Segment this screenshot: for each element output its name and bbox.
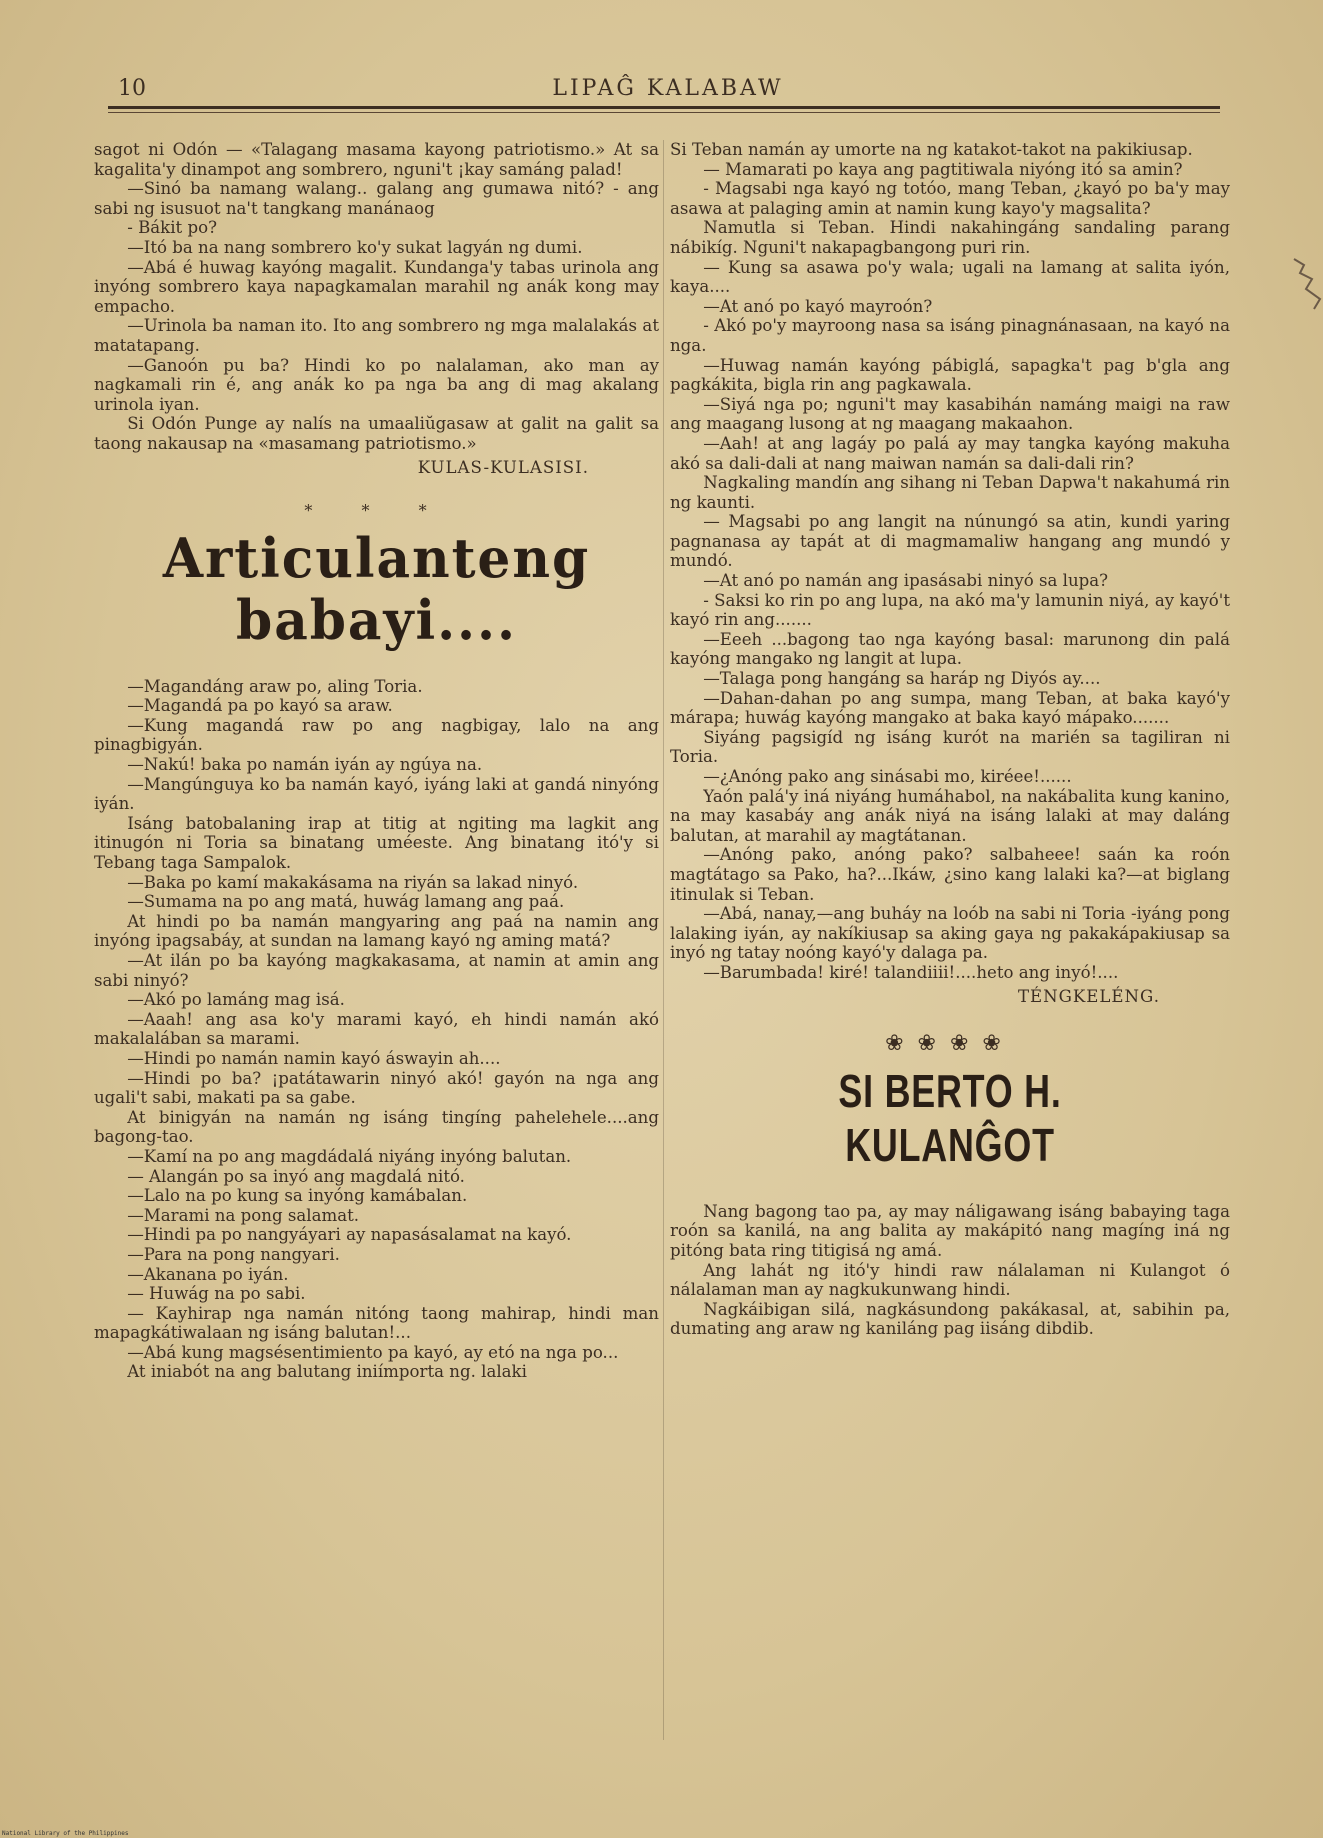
paper-tear-mark: [1292, 255, 1323, 315]
right-column: [670, 140, 1230, 1339]
paragraph: Nang bagong tao pa, ay may náligawang isáng babaying taga roón sa kanilá, na ang balita ay makápitó nang magíng iná ng pitóng bata ring titigisá ng amá.: [670, 1201, 1230, 1260]
paragraph: — Mamarati po kaya ang pagtitiwala niyóng itó sa amin?: [703, 159, 1183, 179]
page-header: [118, 76, 1218, 108]
paragraph: - Saksi ko rin po ang lupa, na akó ma'y lamunin niyá, ay kayó't kayó rin ang.......: [670, 590, 1230, 630]
paragraph: —Abá, nanay,—ang buháy na loób na sabi ni Toria -iyáng pong lalaking iyán, ay nakíkiusap sa aking gaya ng pakakápakiusap sa inyó ng tatay noóng kayó'y dalaga pa.: [670, 904, 1230, 963]
paragraph: —Marami na pong salamat.: [127, 1205, 360, 1225]
paragraph: —Eeeh ...bagong tao nga kayóng basal: marunong din palá kayóng mangako ng langit at lupa.: [670, 629, 1230, 669]
article-headline: SI BERTO H. KULANĜOT: [838, 1064, 1062, 1171]
paragraph: —At ilán po ba kayóng magkakasama, at namin at amin ang sabi ninyó?: [94, 951, 659, 990]
paragraph: —Magandá pa po kayó sa araw.: [127, 696, 393, 716]
paragraph: —Para na pong nangyari.: [127, 1244, 340, 1264]
paragraph: Ang lahát ng itó'y hindi raw nálalaman ni Kulangot ó nálalaman man ay nagkukunwang hindi.: [670, 1260, 1230, 1300]
masthead-title: LIPAĜ KALABAW: [552, 76, 784, 101]
author-signature: KULAS-KULASISI.: [417, 457, 589, 477]
paragraph: - Magsabi nga kayó ng totóo, mang Teban, ¿kayó po ba'y may asawa at palaging amin at namin kung kayo'y magsalita?: [670, 179, 1230, 218]
paragraph: —Hindi po namán namin kayó áswayin ah....: [127, 1048, 501, 1068]
paragraph: sagot ni Odón — «Talagang masama kayong patriotismo.» At sa kagalita'y dinampot ang sombrero, nguni't ¡kay samáng palad!: [94, 140, 659, 179]
paragraph: —Nakú! baka po namán iyán ay ngúya na.: [127, 755, 483, 775]
left-column: [94, 140, 659, 1382]
paragraph: —Baka po kamí makakásama na riyán sa lakad ninyó.: [127, 872, 579, 892]
paragraph: —Magandáng araw po, aling Toria.: [127, 676, 423, 696]
paragraph: —Abá é huwag kayóng magalit. Kundanga'y tabas urinola ang inyóng sombrero kaya napagkamalan marahil ng anák kong may empacho.: [94, 257, 659, 316]
paragraph: —Dahan-dahan po ang sumpa, mang Teban, at baka kayó'y márapa; huwág kayóng mangako at baka kayó mápako.......: [670, 688, 1230, 728]
paragraph: —Urinola ba naman ito. Ito ang sombrero ng mga malalakás at matatapang.: [94, 316, 659, 355]
paragraph: —Siyá nga po; nguni't may kasabihán namáng maigi na raw ang maagang lusong at ng maagang makaahon.: [670, 394, 1230, 434]
paragraph: —Huwag namán kayóng pábiglá, sapagka't pag b'gla ang pagkákita, bigla rin ang pagkawala.: [670, 355, 1230, 395]
paragraph: Namutla si Teban. Hindi nakahingáng sandaling parang nábikíg. Nguni't nakapagbangong puri rin.: [670, 218, 1230, 257]
author-signature: TÉNGKELÉNG.: [1017, 986, 1160, 1006]
paragraph: Siyáng pagsigíd ng isáng kurót na marién sa tagiliran ni Toria.: [670, 727, 1230, 767]
section-separator: ❀❀❀❀: [885, 1031, 1015, 1057]
paragraph: At iniabót na ang balutang iniímporta ng. lalaki: [127, 1362, 527, 1382]
paragraph: —Barumbada! kiré! talandiiii!....heto ang inyó!....: [703, 962, 1119, 982]
header-rule-thin: [108, 112, 1220, 113]
paragraph: —Akó po lamáng mag isá.: [127, 990, 345, 1010]
paragraph: Si Teban namán ay umorte na ng katakot-takot na pakikiusap.: [670, 140, 1193, 159]
page-number: 10: [118, 76, 146, 101]
article-headline: Articulanteng babayi....: [162, 525, 591, 652]
paragraph: —Ganoón pu ba? Hindi ko po nalalaman, ako man ay nagkamali rin é, ang anák ko pa nga ba ang di mag akalang urinola iyan.: [94, 355, 659, 414]
paragraph: —Kung magandá raw po ang nagbigay, lalo na ang pinagbigyán.: [94, 715, 659, 755]
paragraph: — Alangán po sa inyó ang magdalá nitó.: [127, 1166, 465, 1186]
paragraph: Nagkaling mandín ang sihang ni Teban Dapwa't nakahumá rin ng kaunti.: [670, 473, 1230, 512]
paragraph: At hindi po ba namán mangyaring ang paá na namin ang inyóng ipagsabáy, at sundan na lamang kayó ng aming matá?: [94, 911, 659, 951]
paragraph: Yaón palá'y iná niyáng humáhabol, na nakábalita kung kanino, na may kasabáy ang anák niyá na isáng lalaki at may daláng balutan, at marahil ay magtátanan.: [670, 786, 1230, 845]
paragraph: Si Odón Punge ay nalís na umaaliŭgasaw at galit na galit sa taong nakausap na «masamang patriotismo.»: [94, 414, 659, 453]
paragraph: —Hindi pa po nangyáyari ay napasásalamat na kayó.: [127, 1225, 572, 1245]
paragraph: — Huwág na po sabi.: [127, 1284, 306, 1304]
paragraph: —Akanana po iyán.: [127, 1264, 289, 1284]
paragraph: —Lalo na po kung sa inyóng kamábalan.: [127, 1186, 468, 1206]
paragraph: Isáng batobalaning irap at titig at ngiting ma lagkit ang itinugón ni Toria sa binatang uméeste. Ang binatang itó'y si Tebang taga Sampalok.: [94, 813, 659, 873]
paragraph: Nagkáibigan silá, nagkásundong pakákasal, at, sabihin pa, dumating ang araw ng kaniláng pag iisáng dibdib.: [670, 1299, 1230, 1339]
footer-credit: National Library of the Philippines: [2, 1830, 129, 1837]
section-separator: * * *: [304, 501, 449, 521]
paragraph: - Akó po'y mayroong nasa sa isáng pinagnánasaan, na kayó na nga.: [670, 316, 1230, 355]
paragraph: — Magsabi po ang langit na núnungó sa atin, kundi yaring pagnanasa ay tapát at di magmamaliw hangang ang mundó y mundó.: [670, 512, 1230, 571]
paragraph: —Kamí na po ang magdádalá niyáng inyóng balutan.: [127, 1146, 572, 1166]
header-rule: [108, 106, 1220, 109]
paragraph: —Mangúnguya ko ba namán kayó, iyáng laki at gandá ninyóng iyán.: [94, 774, 659, 814]
paragraph: —¿Anóng pako ang sinásabi mo, kiréee!......: [703, 767, 1072, 786]
paragraph: —Itó ba na nang sombrero ko'y sukat lagyán ng dumi.: [127, 237, 583, 257]
paragraph: —Hindi po ba? ¡patátawarin ninyó akó! gayón na nga ang ugali't sabi, makati pa sa gabe.: [94, 1068, 659, 1108]
paragraph: —Sinó ba namang walang.. galang ang gumawa nitó? - ang sabi ng isusuot na't tangkang manánaog: [94, 179, 659, 218]
paragraph: - Bákit po?: [127, 218, 217, 238]
paragraph: —Abá kung magsésentimiento pa kayó, ay etó na nga po...: [127, 1342, 619, 1362]
paragraph: —Sumama na po ang matá, huwág lamang ang paá.: [127, 892, 565, 912]
paragraph: At binigyán na namán ng isáng tingíng pahelehele....ang bagong-tao.: [94, 1107, 659, 1147]
column-divider: [663, 140, 664, 1740]
paragraph: —At anó po namán ang ipasásabi ninyó sa lupa?: [703, 571, 1109, 591]
paragraph: —Aah! at ang lagáy po palá ay may tangka kayóng makuha akó sa dali-dali at nang maiwan namán sa dali-dali rin?: [670, 433, 1230, 473]
paragraph: —Aaah! ang asa ko'y marami kayó, eh hindi namán akó makalalában sa marami.: [94, 1009, 659, 1049]
paragraph: —Anóng pako, anóng pako? salbaheee! saán ka roón magtátago sa Pako, ha?...Ikáw, ¿sino kang lalaki ka?—at biglang itinulak si Teban.: [670, 845, 1230, 904]
paragraph: —Talaga pong hangáng sa haráp ng Diyós ay....: [703, 669, 1101, 689]
paragraph: — Kung sa asawa po'y wala; ugali na lamang at salita iyón, kaya....: [670, 257, 1230, 297]
paragraph: —At anó po kayó mayroón?: [703, 296, 933, 316]
paragraph: — Kayhirap nga namán nitóng taong mahirap, hindi man mapagkátiwalaan ng isáng balutan!...: [94, 1303, 659, 1343]
